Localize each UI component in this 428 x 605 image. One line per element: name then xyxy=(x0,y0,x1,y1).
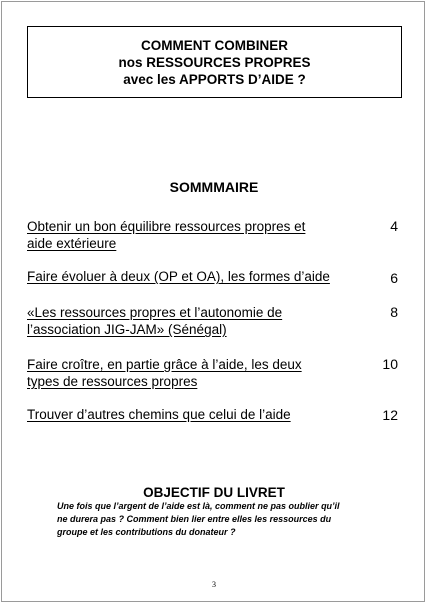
toc-page-number: 12 xyxy=(382,407,398,423)
toc-page-number: 4 xyxy=(390,218,398,234)
toc-entry-text[interactable] xyxy=(27,304,342,338)
toc-entry-line: Obtenir un bon équilibre ressources propres et xyxy=(27,219,306,234)
title-line-1: COMMENT COMBINER xyxy=(141,37,288,53)
objectif-text xyxy=(57,500,387,539)
toc-entry-line: «Les ressources propres et l’autonomie de xyxy=(27,305,283,320)
toc-entry-line: l’association JIG-JAM» (Sénégal) xyxy=(27,322,227,337)
objectif-line: groupe et les contributions du donateur ? xyxy=(57,527,236,537)
toc-entry-line: Trouver d’autres chemins que celui de l’aide xyxy=(27,407,291,422)
toc-page-number: 10 xyxy=(382,356,398,372)
title-box xyxy=(27,26,402,98)
objectif-line: Une fois que l’argent de l’aide est là, comment ne pas oublier qu’il xyxy=(57,501,340,511)
toc-entry-line: Faire évoluer à deux (OP et OA), les formes d’aide xyxy=(27,269,330,284)
objectif-heading: OBJECTIF DU LIVRET xyxy=(143,485,285,500)
toc-entry-line: Faire croître, en partie grâce à l’aide, les deux xyxy=(27,357,302,372)
title-line-2: nos RESSOURCES PROPRES xyxy=(118,54,311,70)
toc-page-number: 8 xyxy=(390,304,398,320)
toc-entry-text[interactable] xyxy=(27,406,342,423)
toc-page-number: 6 xyxy=(390,270,398,286)
toc-entry-text[interactable] xyxy=(27,356,342,390)
toc-entry-line: types de ressources propres xyxy=(27,374,198,389)
toc-entry-text[interactable] xyxy=(27,268,342,285)
page-number: 3 xyxy=(212,580,216,589)
toc-entry-text[interactable] xyxy=(27,218,342,252)
objectif-line: ne durera pas ? Comment bien lier entre elles les ressources du xyxy=(57,514,332,524)
title-line-3: avec les APPORTS D’AIDE ? xyxy=(123,71,306,87)
sommaire-heading: SOMMMAIRE xyxy=(169,179,259,195)
toc-entry-line: aide extérieure xyxy=(27,236,117,251)
